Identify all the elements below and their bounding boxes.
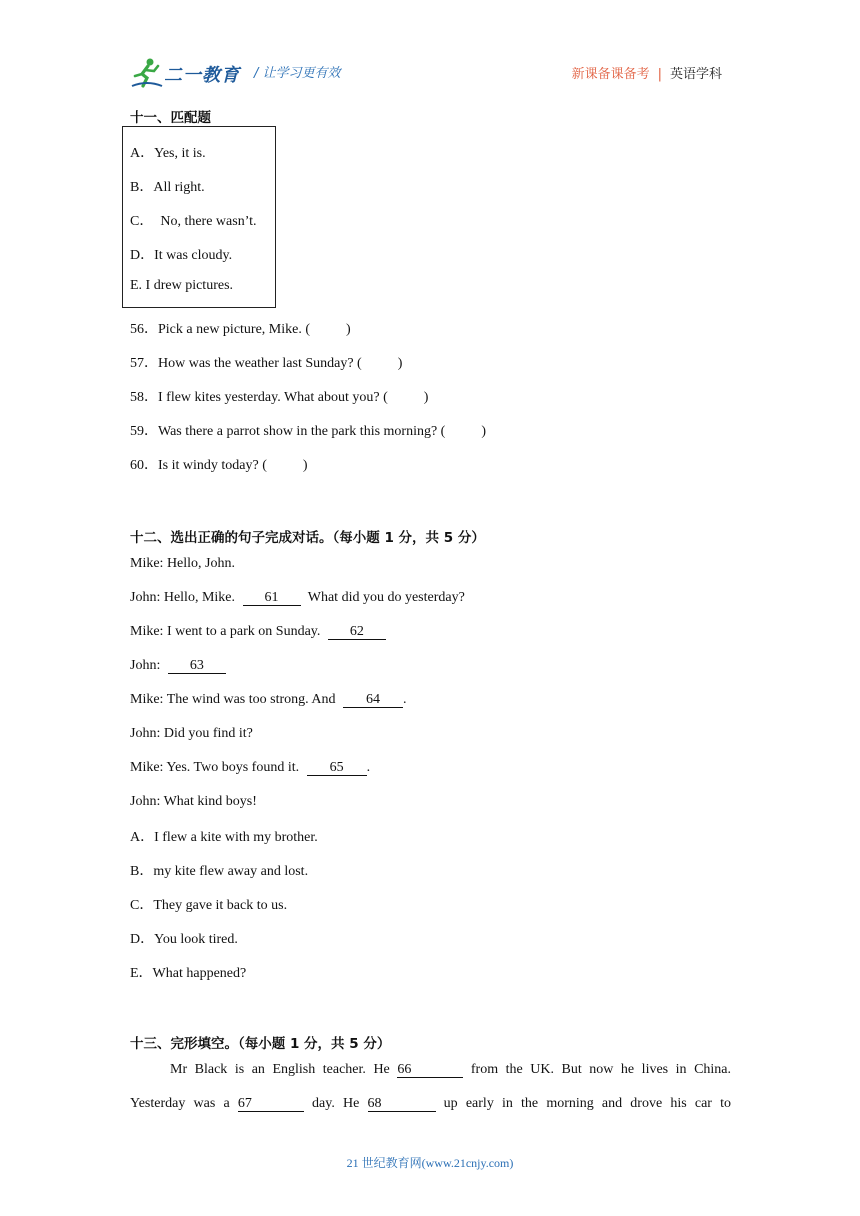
dialogue-text: . <box>402 692 407 707</box>
dialogue-text: John: Hello, Mike. <box>130 590 235 605</box>
option-item: D．It was cloudy. <box>130 248 233 263</box>
section-title: 十二、选出正确的句子完成对话。（每小题 1 分，共 5 分） <box>130 530 485 546</box>
paragraph-text: day. He <box>312 1096 360 1111</box>
dialogue-text: . <box>366 760 371 775</box>
page-header <box>130 56 730 90</box>
paren-close: ) <box>481 424 487 439</box>
slogan: / 让学习更有效 <box>254 66 341 81</box>
question-56 <box>130 318 351 338</box>
runner-logo-icon <box>130 56 164 90</box>
dialogue-line <box>130 590 465 606</box>
section-title: 十一、匹配题 <box>130 110 211 126</box>
question-text: 56．Pick a new picture, Mike. ( <box>130 322 311 337</box>
subject-label: 英语学科 <box>669 67 722 82</box>
dialogue-line: John: What kind boys! <box>130 794 257 809</box>
logo-text: 二一教育 <box>164 65 240 86</box>
dialogue-text: Mike: Yes. Two boys found it. <box>130 760 300 775</box>
question-57 <box>130 352 402 372</box>
dialogue-text: Mike: The wind was too strong. And <box>130 692 336 707</box>
logo <box>130 56 250 90</box>
option-item: E. I drew pictures. <box>130 278 234 293</box>
section-title: 十三、完形填空。（每小题 1 分，共 5 分） <box>130 1036 391 1052</box>
dialogue-text: Mike: I went to a park on Sunday. <box>130 624 321 639</box>
blank-63[interactable]: 63 <box>168 659 226 674</box>
paragraph-line <box>170 1062 731 1078</box>
option-item: A．Yes, it is. <box>130 146 206 161</box>
blank-66[interactable]: 66 <box>397 1063 463 1078</box>
dialogue-line <box>130 624 386 640</box>
dialogue-line <box>130 760 370 776</box>
dialogue-line: Mike: Hello, John. <box>130 556 235 571</box>
option-item: A．I flew a kite with my brother. <box>130 830 318 845</box>
paragraph-text: Yesterday was a <box>130 1096 230 1111</box>
blank-64[interactable]: 64 <box>343 693 403 708</box>
paragraph-text: up early in the morning and drove his car to <box>443 1096 732 1111</box>
header-separator: | <box>657 67 662 82</box>
question-text: 58．I flew kites yesterday. What about you? ( <box>130 390 388 405</box>
paragraph-text: from the UK. But now he lives in China. <box>470 1062 732 1077</box>
dialogue-line <box>130 658 226 674</box>
paragraph-line <box>130 1096 731 1112</box>
paren-close: ) <box>423 390 429 405</box>
paren-close: ) <box>302 458 308 473</box>
dialogue-text: John: <box>130 658 161 673</box>
paren-close: ) <box>397 356 403 371</box>
option-item: B．my kite flew away and lost. <box>130 864 309 879</box>
dialogue-line: John: Did you find it? <box>130 726 253 741</box>
question-text: 59．Was there a parrot show in the park this morning? ( <box>130 424 446 439</box>
page-footer: 21 世纪教育网(www.21cnjy.com) <box>346 1156 514 1170</box>
blank-67[interactable]: 67 <box>238 1097 304 1112</box>
option-item: C．They gave it back to us. <box>130 898 288 913</box>
question-text: 57．How was the weather last Sunday? ( <box>130 356 362 371</box>
question-58 <box>130 386 428 406</box>
course-label: 新课备课备考 <box>571 67 650 82</box>
question-text: 60．Is it windy today? ( <box>130 458 267 473</box>
question-59 <box>130 420 486 440</box>
blank-61[interactable]: 61 <box>243 591 301 606</box>
blank-68[interactable]: 68 <box>368 1097 436 1112</box>
option-item: D．You look tired. <box>130 932 238 947</box>
paren-close: ) <box>346 322 351 337</box>
option-item: C． No, there wasn’t. <box>130 214 257 229</box>
header-course-info <box>572 63 722 82</box>
option-item: B．All right. <box>130 180 205 195</box>
question-60 <box>130 454 308 474</box>
dialogue-text: What did you do yesterday? <box>307 590 465 605</box>
dialogue-line <box>130 692 406 708</box>
blank-65[interactable]: 65 <box>307 761 367 776</box>
blank-62[interactable]: 62 <box>328 625 386 640</box>
paragraph-text: Mr Black is an English teacher. He <box>170 1062 390 1077</box>
option-item: E．What happened? <box>130 966 247 981</box>
